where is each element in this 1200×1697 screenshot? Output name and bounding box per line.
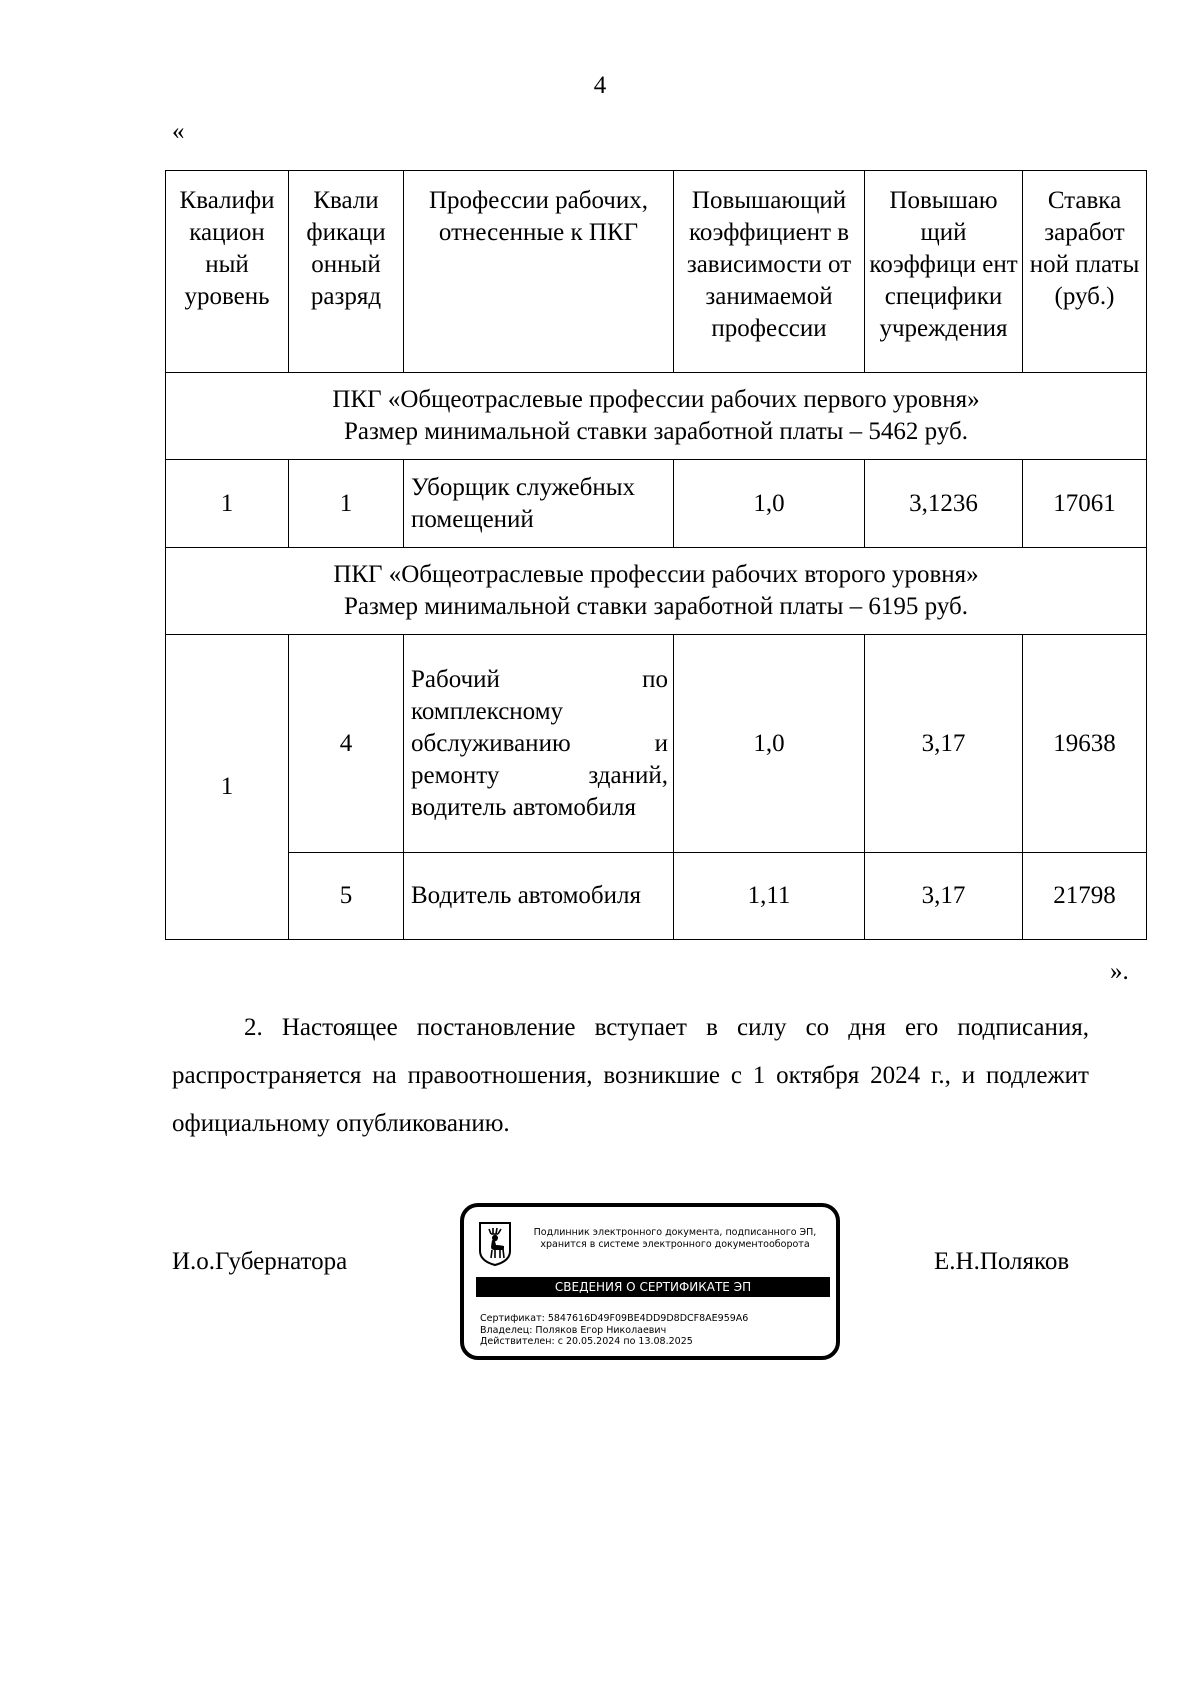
stamp-note-line: Подлинник электронного документа, подписанного ЭП, — [533, 1227, 817, 1238]
group-min-rate: Размер минимальной ставки заработной платы – 6195 руб. — [344, 593, 968, 620]
group-title: ПКГ «Общеотраслевые профессии рабочих второго уровня» — [333, 561, 979, 588]
group-min-rate: Размер минимальной ставки заработной платы – 5462 руб. — [344, 418, 968, 445]
header-qualification-grade: Квали фикаци онный разряд — [289, 171, 404, 373]
signer-name: Е.Н.Поляков — [934, 1248, 1070, 1275]
certificate-details — [480, 1313, 748, 1348]
profession-coefficient-cell: 1,0 — [674, 460, 865, 548]
profession-cell: Рабочий по комплексному обслуживанию и ремонту зданий, водитель автомобиля — [404, 635, 674, 853]
salary-table — [165, 170, 1147, 940]
level-cell: 1 — [166, 460, 289, 548]
institution-coefficient-cell: 3,17 — [865, 635, 1023, 853]
institution-coefficient-cell: 3,17 — [865, 853, 1023, 940]
electronic-signature-stamp — [460, 1203, 840, 1360]
table-row — [166, 635, 1147, 853]
group-header-row — [166, 548, 1147, 635]
header-profession-coefficient: Повышающий коэффициент в зависимости от занимаемой профессии — [674, 171, 865, 373]
page-number: 4 — [593, 72, 607, 99]
header-institution-coefficient: Повышаю щий коэффици ент специфики учреждения — [865, 171, 1023, 373]
stamp-note — [516, 1227, 834, 1251]
salary-rate-cell: 21798 — [1023, 853, 1147, 940]
signer-position: И.о.Губернатора — [172, 1248, 348, 1275]
grade-cell: 4 — [289, 635, 404, 853]
table-row — [166, 460, 1147, 548]
institution-coefficient-cell: 3,1236 — [865, 460, 1023, 548]
profession-cell: Уборщик служебных помещений — [404, 460, 674, 548]
header-qualification-level: Квалифи кацион ный уровень — [166, 171, 289, 373]
header-salary-rate: Ставка заработ ной платы (руб.) — [1023, 171, 1147, 373]
group-header — [166, 548, 1147, 635]
stamp-header: СВЕДЕНИЯ О СЕРТИФИКАТЕ ЭП — [476, 1277, 830, 1297]
salary-rate-cell: 17061 — [1023, 460, 1147, 548]
certificate-validity: Действителен: с 20.05.2024 по 13.08.2025 — [480, 1336, 693, 1347]
opening-quote: « — [172, 118, 185, 145]
effective-date-paragraph: 2. Настоящее постановление вступает в силу со дня его подписания, распространяется на правоотношения, возникшие с 1 октября 2024 г., и подлежит официальному опубликованию. — [172, 1014, 1089, 1137]
table-row — [166, 853, 1147, 940]
group-title: ПКГ «Общеотраслевые профессии рабочих первого уровня» — [332, 386, 980, 413]
profession-coefficient-cell: 1,0 — [674, 635, 865, 853]
table-header-row — [166, 171, 1147, 373]
group-header-row — [166, 373, 1147, 460]
grade-cell: 5 — [289, 853, 404, 940]
profession-coefficient-cell: 1,11 — [674, 853, 865, 940]
closing-quote: ». — [1110, 958, 1129, 985]
profession-cell: Водитель автомобиля — [404, 853, 674, 940]
certificate-number: Сертификат: 5847616D49F09BE4DD9D8DCF8AE959A6 — [480, 1313, 749, 1324]
grade-cell: 1 — [289, 460, 404, 548]
header-professions: Профессии рабочих, отнесенные к ПКГ — [404, 171, 674, 373]
group-header — [166, 373, 1147, 460]
stamp-note-line: хранится в системе электронного документооборота — [540, 1239, 810, 1250]
certificate-owner: Владелец: Поляков Егор Николаевич — [480, 1324, 667, 1336]
deer-coat-of-arms-icon — [478, 1221, 512, 1267]
level-cell: 1 — [166, 635, 289, 940]
salary-rate-cell: 19638 — [1023, 635, 1147, 853]
